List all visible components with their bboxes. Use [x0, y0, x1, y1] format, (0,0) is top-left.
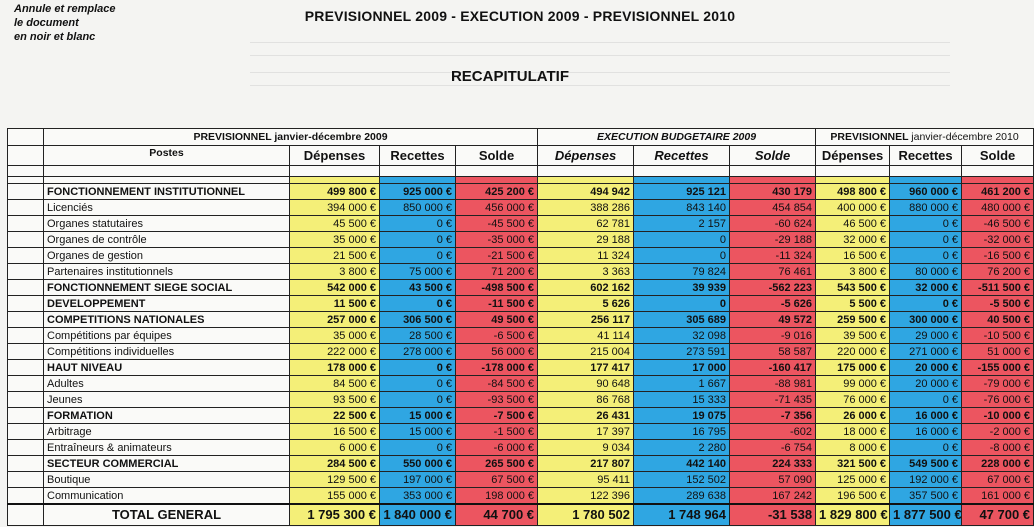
e09-depenses-cell: 1 780 502 [538, 504, 634, 526]
table-row [8, 376, 1034, 392]
p09-recettes-cell: 278 000 € [380, 344, 456, 360]
p10-depenses-cell: 125 000 € [816, 472, 890, 488]
e09-solde-cell: -60 624 [730, 216, 816, 232]
p10-solde-cell: -46 500 € [962, 216, 1034, 232]
p10-solde-cell: -79 000 € [962, 376, 1034, 392]
p09-solde-cell: 198 000 € [456, 488, 538, 505]
e09-solde-cell: -29 188 [730, 232, 816, 248]
p10-depenses-cell: 321 500 € [816, 456, 890, 472]
e09-solde-cell: -11 324 [730, 248, 816, 264]
p09-solde-cell: -93 500 € [456, 392, 538, 408]
p09-solde-cell: 456 000 € [456, 200, 538, 216]
row-margin-cell [8, 296, 44, 312]
e09-recettes-cell: 19 075 [634, 408, 730, 424]
row-label: TOTAL GENERAL [44, 504, 290, 526]
spacer-row [8, 177, 1034, 184]
row-margin-cell [8, 376, 44, 392]
row-label: FONCTIONNEMENT INSTITUTIONNEL [44, 184, 290, 200]
p10-depenses-cell: 3 800 € [816, 264, 890, 280]
e09-depenses-cell: 5 626 [538, 296, 634, 312]
table-row [8, 216, 1034, 232]
e09-recettes-cell: 2 280 [634, 440, 730, 456]
p10-depenses-cell: 259 500 € [816, 312, 890, 328]
col-e09-recettes: Recettes [634, 146, 730, 166]
table-row [8, 392, 1034, 408]
p10-depenses-cell: 543 500 € [816, 280, 890, 296]
table-row [8, 344, 1034, 360]
p09-depenses-cell: 93 500 € [290, 392, 380, 408]
p10-depenses-cell: 39 500 € [816, 328, 890, 344]
row-label: Partenaires institutionnels [44, 264, 290, 280]
e09-recettes-cell: 2 157 [634, 216, 730, 232]
row-margin-cell [8, 344, 44, 360]
p09-depenses-cell: 84 500 € [290, 376, 380, 392]
p09-solde-cell: -178 000 € [456, 360, 538, 376]
p10-depenses-cell: 498 800 € [816, 184, 890, 200]
p10-depenses-cell: 76 000 € [816, 392, 890, 408]
p09-solde-cell: 44 700 € [456, 504, 538, 526]
document-subtitle: RECAPITULATIF [450, 68, 570, 85]
e09-solde-cell: -71 435 [730, 392, 816, 408]
p10-recettes-cell: 80 000 € [890, 264, 962, 280]
p09-solde-cell: -84 500 € [456, 376, 538, 392]
e09-recettes-cell: 305 689 [634, 312, 730, 328]
p10-solde-cell: -5 500 € [962, 296, 1034, 312]
p10-recettes-cell: 357 500 € [890, 488, 962, 505]
group-prev-2010-period: janvier-décembre 2010 [911, 131, 1019, 143]
row-label: Licenciés [44, 200, 290, 216]
e09-depenses-cell: 388 286 [538, 200, 634, 216]
p10-solde-cell: -10 000 € [962, 408, 1034, 424]
e09-depenses-cell: 17 397 [538, 424, 634, 440]
e09-recettes-cell: 289 638 [634, 488, 730, 505]
p09-solde-cell: -6 000 € [456, 440, 538, 456]
corner-cell [8, 129, 44, 146]
table-row [8, 488, 1034, 505]
e09-solde-cell: -602 [730, 424, 816, 440]
group-exec-2009: EXECUTION BUDGETAIRE 2009 [538, 129, 816, 146]
e09-solde-cell: 49 572 [730, 312, 816, 328]
e09-solde-cell: -9 016 [730, 328, 816, 344]
e09-recettes-cell: 0 [634, 296, 730, 312]
p09-depenses-cell: 35 000 € [290, 232, 380, 248]
p09-depenses-cell: 22 500 € [290, 408, 380, 424]
e09-depenses-cell: 41 114 [538, 328, 634, 344]
p09-solde-cell: -45 500 € [456, 216, 538, 232]
p09-depenses-cell: 16 500 € [290, 424, 380, 440]
spacer-row [8, 166, 1034, 177]
p09-recettes-cell: 925 000 € [380, 184, 456, 200]
e09-depenses-cell: 29 188 [538, 232, 634, 248]
row-label: Arbitrage [44, 424, 290, 440]
e09-solde-cell: -7 356 [730, 408, 816, 424]
table-row [8, 200, 1034, 216]
p10-recettes-cell: 192 000 € [890, 472, 962, 488]
table-row [8, 424, 1034, 440]
e09-recettes-cell: 15 333 [634, 392, 730, 408]
table-row [8, 280, 1034, 296]
p10-solde-cell: 480 000 € [962, 200, 1034, 216]
p09-depenses-cell: 11 500 € [290, 296, 380, 312]
row-margin-cell [8, 360, 44, 376]
e09-recettes-cell: 17 000 [634, 360, 730, 376]
e09-recettes-cell: 79 824 [634, 264, 730, 280]
p09-recettes-cell: 0 € [380, 360, 456, 376]
p10-depenses-cell: 26 000 € [816, 408, 890, 424]
row-margin-cell [8, 328, 44, 344]
group-prev-2010-title: PREVISIONNEL [830, 131, 909, 143]
table-row [8, 360, 1034, 376]
p10-recettes-cell: 29 000 € [890, 328, 962, 344]
e09-recettes-cell: 843 140 [634, 200, 730, 216]
p09-depenses-cell: 394 000 € [290, 200, 380, 216]
e09-depenses-cell: 90 648 [538, 376, 634, 392]
p10-solde-cell: 67 000 € [962, 472, 1034, 488]
p09-depenses-cell: 6 000 € [290, 440, 380, 456]
row-label: Organes statutaires [44, 216, 290, 232]
p09-recettes-cell: 75 000 € [380, 264, 456, 280]
col-p09-solde: Solde [456, 146, 538, 166]
replacement-note [14, 2, 174, 44]
e09-solde-cell: 167 242 [730, 488, 816, 505]
row-margin-cell [8, 424, 44, 440]
note-line: en noir et blanc [14, 31, 96, 43]
p10-solde-cell: -76 000 € [962, 392, 1034, 408]
e09-depenses-cell: 217 807 [538, 456, 634, 472]
p10-solde-cell: -155 000 € [962, 360, 1034, 376]
p10-recettes-cell: 16 000 € [890, 408, 962, 424]
p09-solde-cell: 71 200 € [456, 264, 538, 280]
row-label: FORMATION [44, 408, 290, 424]
e09-recettes-cell: 0 [634, 248, 730, 264]
p09-recettes-cell: 353 000 € [380, 488, 456, 505]
col-p10-depenses: Dépenses [816, 146, 890, 166]
p09-depenses-cell: 129 500 € [290, 472, 380, 488]
p10-recettes-cell: 549 500 € [890, 456, 962, 472]
p10-recettes-cell: 880 000 € [890, 200, 962, 216]
p10-solde-cell: 40 500 € [962, 312, 1034, 328]
corner-cell [8, 146, 44, 166]
e09-solde-cell: -6 754 [730, 440, 816, 456]
row-margin-cell [8, 200, 44, 216]
col-p09-depenses: Dépenses [290, 146, 380, 166]
row-margin-cell [8, 488, 44, 505]
e09-depenses-cell: 86 768 [538, 392, 634, 408]
table-row [8, 440, 1034, 456]
row-label: Organes de gestion [44, 248, 290, 264]
p09-depenses-cell: 21 500 € [290, 248, 380, 264]
p09-solde-cell: -498 500 € [456, 280, 538, 296]
p10-depenses-cell: 175 000 € [816, 360, 890, 376]
p09-recettes-cell: 15 000 € [380, 408, 456, 424]
p09-depenses-cell: 3 800 € [290, 264, 380, 280]
table-row [8, 264, 1034, 280]
row-label: FONCTIONNEMENT SIEGE SOCIAL [44, 280, 290, 296]
note-line: le document [14, 17, 79, 29]
p09-depenses-cell: 178 000 € [290, 360, 380, 376]
row-margin-cell [8, 456, 44, 472]
p10-solde-cell: 47 700 € [962, 504, 1034, 526]
col-p10-solde: Solde [962, 146, 1034, 166]
e09-recettes-cell: 442 140 [634, 456, 730, 472]
p10-recettes-cell: 0 € [890, 296, 962, 312]
p09-recettes-cell: 0 € [380, 216, 456, 232]
note-line: Annule et remplace [14, 3, 116, 15]
p09-recettes-cell: 306 500 € [380, 312, 456, 328]
row-margin-cell [8, 440, 44, 456]
p10-solde-cell: -2 000 € [962, 424, 1034, 440]
row-label: Communication [44, 488, 290, 505]
group-prev-2010 [816, 129, 1034, 146]
p09-depenses-cell: 284 500 € [290, 456, 380, 472]
e09-recettes-cell: 1 667 [634, 376, 730, 392]
e09-depenses-cell: 256 117 [538, 312, 634, 328]
e09-recettes-cell: 0 [634, 232, 730, 248]
p10-solde-cell: -16 500 € [962, 248, 1034, 264]
col-e09-depenses: Dépenses [538, 146, 634, 166]
e09-solde-cell: -160 417 [730, 360, 816, 376]
e09-solde-cell: 58 587 [730, 344, 816, 360]
p09-recettes-cell: 0 € [380, 440, 456, 456]
row-margin-cell [8, 312, 44, 328]
e09-depenses-cell: 95 411 [538, 472, 634, 488]
e09-depenses-cell: 26 431 [538, 408, 634, 424]
p10-depenses-cell: 196 500 € [816, 488, 890, 505]
row-label: COMPETITIONS NATIONALES [44, 312, 290, 328]
e09-depenses-cell: 494 942 [538, 184, 634, 200]
p10-recettes-cell: 0 € [890, 440, 962, 456]
row-margin-cell [8, 264, 44, 280]
e09-depenses-cell: 602 162 [538, 280, 634, 296]
e09-solde-cell: 224 333 [730, 456, 816, 472]
p10-solde-cell: 228 000 € [962, 456, 1034, 472]
row-label: Adultes [44, 376, 290, 392]
e09-recettes-cell: 273 591 [634, 344, 730, 360]
p09-depenses-cell: 45 500 € [290, 216, 380, 232]
p09-solde-cell: -35 000 € [456, 232, 538, 248]
p09-recettes-cell: 0 € [380, 296, 456, 312]
row-margin-cell [8, 232, 44, 248]
p09-depenses-cell: 35 000 € [290, 328, 380, 344]
p10-depenses-cell: 18 000 € [816, 424, 890, 440]
p10-depenses-cell: 32 000 € [816, 232, 890, 248]
p10-depenses-cell: 16 500 € [816, 248, 890, 264]
p09-recettes-cell: 197 000 € [380, 472, 456, 488]
col-p10-recettes: Recettes [890, 146, 962, 166]
p10-recettes-cell: 20 000 € [890, 376, 962, 392]
table-row [8, 456, 1034, 472]
table-row [8, 296, 1034, 312]
p10-recettes-cell: 20 000 € [890, 360, 962, 376]
e09-solde-cell: -562 223 [730, 280, 816, 296]
p10-recettes-cell: 271 000 € [890, 344, 962, 360]
p10-depenses-cell: 220 000 € [816, 344, 890, 360]
e09-recettes-cell: 925 121 [634, 184, 730, 200]
e09-depenses-cell: 215 004 [538, 344, 634, 360]
col-p09-recettes: Recettes [380, 146, 456, 166]
p09-solde-cell: 49 500 € [456, 312, 538, 328]
p10-recettes-cell: 960 000 € [890, 184, 962, 200]
p10-depenses-cell: 5 500 € [816, 296, 890, 312]
table-row [8, 184, 1034, 200]
p10-recettes-cell: 16 000 € [890, 424, 962, 440]
e09-depenses-cell: 62 781 [538, 216, 634, 232]
p10-depenses-cell: 99 000 € [816, 376, 890, 392]
p10-recettes-cell: 0 € [890, 232, 962, 248]
row-label: Compétitions par équipes [44, 328, 290, 344]
p09-recettes-cell: 43 500 € [380, 280, 456, 296]
p10-recettes-cell: 300 000 € [890, 312, 962, 328]
p10-depenses-cell: 46 500 € [816, 216, 890, 232]
p10-recettes-cell: 0 € [890, 392, 962, 408]
p10-solde-cell: -8 000 € [962, 440, 1034, 456]
e09-depenses-cell: 11 324 [538, 248, 634, 264]
row-margin-cell [8, 408, 44, 424]
p09-solde-cell: 56 000 € [456, 344, 538, 360]
row-margin-cell [8, 248, 44, 264]
row-label: DEVELOPPEMENT [44, 296, 290, 312]
p10-recettes-cell: 1 877 500 € [890, 504, 962, 526]
row-margin-cell [8, 392, 44, 408]
document-title: PREVISIONNEL 2009 - EXECUTION 2009 - PREVISIONNEL 2010 [304, 8, 736, 24]
e09-recettes-cell: 1 748 964 [634, 504, 730, 526]
p09-solde-cell: -7 500 € [456, 408, 538, 424]
e09-solde-cell: -31 538 [730, 504, 816, 526]
table-body [8, 184, 1034, 526]
p09-depenses-cell: 257 000 € [290, 312, 380, 328]
row-label: HAUT NIVEAU [44, 360, 290, 376]
e09-depenses-cell: 177 417 [538, 360, 634, 376]
p09-recettes-cell: 1 840 000 € [380, 504, 456, 526]
row-margin-cell [8, 184, 44, 200]
e09-recettes-cell: 32 098 [634, 328, 730, 344]
table-row [8, 328, 1034, 344]
p09-recettes-cell: 0 € [380, 232, 456, 248]
e09-recettes-cell: 39 939 [634, 280, 730, 296]
p10-solde-cell: 461 200 € [962, 184, 1034, 200]
e09-recettes-cell: 16 795 [634, 424, 730, 440]
row-label: SECTEUR COMMERCIAL [44, 456, 290, 472]
row-label: Boutique [44, 472, 290, 488]
p09-solde-cell: 67 500 € [456, 472, 538, 488]
col-e09-solde: Solde [730, 146, 816, 166]
e09-solde-cell: -88 981 [730, 376, 816, 392]
column-header-row [8, 146, 1034, 166]
p09-solde-cell: -11 500 € [456, 296, 538, 312]
p09-recettes-cell: 0 € [380, 248, 456, 264]
p10-recettes-cell: 32 000 € [890, 280, 962, 296]
row-margin-cell [8, 472, 44, 488]
e09-solde-cell: 57 090 [730, 472, 816, 488]
p09-recettes-cell: 0 € [380, 392, 456, 408]
row-margin-cell [8, 504, 44, 526]
row-label: Compétitions individuelles [44, 344, 290, 360]
total-row [8, 504, 1034, 526]
budget-summary-table [7, 128, 1034, 526]
group-header-row [8, 129, 1034, 146]
p10-solde-cell: -32 000 € [962, 232, 1034, 248]
p09-solde-cell: -21 500 € [456, 248, 538, 264]
p09-depenses-cell: 499 800 € [290, 184, 380, 200]
p10-solde-cell: 51 000 € [962, 344, 1034, 360]
row-label: Jeunes [44, 392, 290, 408]
p10-recettes-cell: 0 € [890, 248, 962, 264]
e09-depenses-cell: 122 396 [538, 488, 634, 505]
p10-solde-cell: 76 200 € [962, 264, 1034, 280]
p10-depenses-cell: 1 829 800 € [816, 504, 890, 526]
table-row [8, 312, 1034, 328]
table-row [8, 408, 1034, 424]
p09-depenses-cell: 155 000 € [290, 488, 380, 505]
p10-solde-cell: 161 000 € [962, 488, 1034, 505]
p09-recettes-cell: 28 500 € [380, 328, 456, 344]
col-postes: Postes [44, 146, 290, 166]
p09-recettes-cell: 15 000 € [380, 424, 456, 440]
p10-recettes-cell: 0 € [890, 216, 962, 232]
p09-depenses-cell: 542 000 € [290, 280, 380, 296]
group-prev-2009: PREVISIONNEL janvier-décembre 2009 [44, 129, 538, 146]
e09-depenses-cell: 3 363 [538, 264, 634, 280]
p09-solde-cell: -6 500 € [456, 328, 538, 344]
p10-depenses-cell: 400 000 € [816, 200, 890, 216]
row-margin-cell [8, 216, 44, 232]
row-label: Organes de contrôle [44, 232, 290, 248]
table-row [8, 248, 1034, 264]
p09-recettes-cell: 550 000 € [380, 456, 456, 472]
p10-solde-cell: -511 500 € [962, 280, 1034, 296]
p10-solde-cell: -10 500 € [962, 328, 1034, 344]
p09-recettes-cell: 850 000 € [380, 200, 456, 216]
e09-depenses-cell: 9 034 [538, 440, 634, 456]
p09-solde-cell: -1 500 € [456, 424, 538, 440]
table-row [8, 232, 1034, 248]
p09-depenses-cell: 222 000 € [290, 344, 380, 360]
p09-solde-cell: 265 500 € [456, 456, 538, 472]
p10-depenses-cell: 8 000 € [816, 440, 890, 456]
row-label: Entraîneurs & animateurs [44, 440, 290, 456]
e09-solde-cell: 430 179 [730, 184, 816, 200]
table-row [8, 472, 1034, 488]
p09-recettes-cell: 0 € [380, 376, 456, 392]
e09-solde-cell: 454 854 [730, 200, 816, 216]
row-margin-cell [8, 280, 44, 296]
p09-solde-cell: 425 200 € [456, 184, 538, 200]
e09-solde-cell: -5 626 [730, 296, 816, 312]
e09-solde-cell: 76 461 [730, 264, 816, 280]
p09-depenses-cell: 1 795 300 € [290, 504, 380, 526]
e09-recettes-cell: 152 502 [634, 472, 730, 488]
